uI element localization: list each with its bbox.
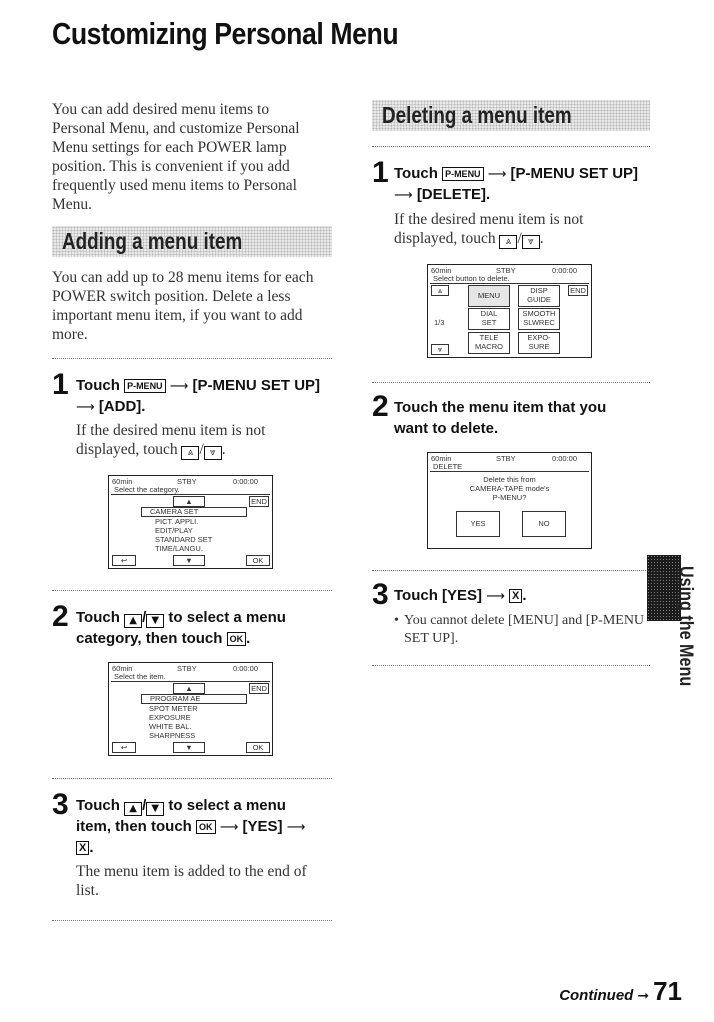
p-menu-key: P-MENU [124, 379, 166, 393]
return-button[interactable]: ↩ [112, 742, 136, 753]
end-button[interactable]: END [249, 683, 269, 694]
menu-item[interactable]: SPOT METER [149, 704, 198, 713]
menu-item[interactable]: STANDARD SET [155, 535, 213, 544]
deleting-step2-text: Touch the menu item that you want to delete. [394, 399, 607, 437]
divider [52, 358, 332, 359]
divider [372, 146, 650, 147]
arrow-right-icon: ⟶ [169, 379, 189, 394]
prompt: Select the category. [114, 485, 180, 494]
menu-item-selected[interactable]: CAMERA SET [141, 507, 247, 517]
battery-status: 60min [431, 454, 452, 463]
scroll-down-button[interactable]: ⩔ [431, 344, 449, 355]
divider [372, 382, 650, 383]
adding-step3-text: Touch ▲ / ▼ to select a menu item, then touch OK ⟶ [YES] ⟶ X . [76, 797, 306, 856]
menu-item[interactable]: TIME/LANGU. [155, 544, 203, 553]
standby-status: STBY [496, 266, 516, 275]
prompt: Select button to delete. [433, 274, 510, 283]
arrow-right-icon: ➞ [637, 988, 650, 1004]
divider [372, 665, 650, 666]
arrow-right-icon: ⟶ [286, 820, 306, 835]
section-tab-label: Using the Menu [675, 566, 696, 687]
step-number: 3 [52, 788, 69, 821]
divider [52, 778, 332, 779]
arrow-right-icon: ⟶ [486, 589, 505, 604]
battery-status: 60min [112, 477, 133, 486]
expo-sure-button[interactable]: EXPO- SURE [518, 332, 560, 354]
continued-label: Continued [559, 987, 634, 1004]
ok-button[interactable]: OK [246, 742, 270, 753]
page-number: 71 [653, 976, 682, 1006]
timecode: 0:00:00 [233, 664, 259, 673]
close-key: X [509, 589, 522, 603]
adding-heading-banner [52, 226, 332, 257]
arrow-right-icon: ⟶ [219, 820, 239, 835]
divider [52, 590, 332, 591]
divider [52, 920, 332, 921]
deleting-heading-banner [372, 100, 650, 131]
arrow-right-icon: ⟶ [76, 400, 95, 415]
menu-item[interactable]: EXPOSURE [149, 713, 191, 722]
scroll-down-icon: ▼ [146, 802, 164, 816]
lcd-screen-delete-confirm [427, 452, 592, 549]
lcd-screen-item [108, 662, 273, 756]
p-menu-key: P-MENU [442, 167, 484, 181]
page-title: Customizing Personal Menu [52, 16, 399, 51]
smooth-slwrec-button[interactable]: SMOOTH SLWREC [518, 308, 560, 330]
divider [372, 570, 650, 571]
scroll-down-icon: ⩔ [522, 235, 540, 249]
dial-set-button[interactable]: DIAL SET [468, 308, 510, 330]
battery-status: 60min [431, 266, 452, 275]
footer [559, 976, 682, 1007]
disp-guide-button[interactable]: DISP GUIDE [518, 285, 560, 307]
menu-item[interactable]: WHITE BAL. [149, 722, 192, 731]
menu-item[interactable]: EDIT/PLAY [155, 526, 193, 535]
close-key: X [76, 841, 89, 855]
adding-step1-text: Touch P-MENU ⟶ [P-MENU SET UP] ⟶ [ADD]. [76, 377, 321, 415]
prompt: Select the item. [114, 672, 166, 681]
step-number: 1 [372, 156, 389, 189]
end-button[interactable]: END [249, 496, 269, 507]
step-number: 1 [52, 368, 69, 401]
lcd-screen-delete-select [427, 264, 592, 358]
return-button[interactable]: ↩ [112, 555, 136, 566]
no-button[interactable]: NO [522, 511, 566, 537]
step-number: 2 [52, 600, 69, 633]
lcd-screen-category [108, 475, 273, 569]
deleting-step1-note: If the desired menu item is not displayed, touch ⩓ / ⩔ . [394, 211, 584, 247]
tele-macro-button[interactable]: TELE MACRO [468, 332, 510, 354]
scroll-up-button[interactable]: ▲ [173, 683, 205, 694]
deleting-step1-text: Touch P-MENU ⟶ [P-MENU SET UP] ⟶ [DELETE]. [394, 165, 639, 203]
menu-item[interactable]: SHARPNESS [149, 731, 196, 740]
arrow-right-icon: ⟶ [487, 167, 507, 182]
adding-step2-text: Touch ▲ / ▼ to select a menu category, then touch OK . [76, 609, 286, 647]
dialog-header: DELETE [433, 462, 463, 471]
adding-heading: Adding a menu item [62, 228, 243, 254]
ok-key: OK [227, 632, 247, 646]
menu-item[interactable]: PICT. APPLI. [155, 517, 199, 526]
timecode: 0:00:00 [552, 454, 578, 463]
scroll-up-button[interactable]: ⩓ [431, 285, 449, 296]
scroll-down-icon: ⩔ [204, 446, 222, 460]
battery-status: 60min [112, 664, 133, 673]
step-number: 3 [372, 578, 389, 611]
scroll-up-icon: ▲ [124, 614, 142, 628]
menu-button[interactable]: MENU [468, 285, 510, 307]
standby-status: STBY [177, 477, 197, 486]
ok-key: OK [196, 820, 216, 834]
adding-step3-note: The menu item is added to the end of list. [76, 863, 307, 899]
end-button[interactable]: END [568, 285, 588, 296]
scroll-up-icon: ⩓ [181, 446, 199, 460]
page-indicator: 1/3 [434, 318, 445, 327]
scroll-up-button[interactable]: ▲ [173, 496, 205, 507]
dialog-message: Delete this from CAMERA-TAPE mode's P-MENU? [469, 475, 550, 502]
timecode: 0:00:00 [552, 266, 578, 275]
scroll-up-icon: ▲ [124, 802, 142, 816]
standby-status: STBY [496, 454, 516, 463]
ok-button[interactable]: OK [246, 555, 270, 566]
yes-button[interactable]: YES [456, 511, 500, 537]
deleting-step3-text: Touch [YES] ⟶ X . [394, 587, 527, 604]
deleting-step3-bullet: • You cannot delete [MENU] and [P-MENU SET UP]. [394, 613, 645, 646]
timecode: 0:00:00 [233, 477, 259, 486]
intro-text: You can add desired menu items to Personal Menu, and customize Personal Menu settings for each POWER lamp position. This is convenient if you add frequently used menu items to Personal Menu. [52, 101, 300, 213]
menu-item-selected[interactable]: PROGRAM AE [141, 694, 247, 704]
scroll-down-icon: ▼ [146, 614, 164, 628]
arrow-right-icon: ⟶ [394, 188, 413, 203]
scroll-down-button[interactable]: ▼ [173, 555, 205, 566]
adding-step1-note: If the desired menu item is not displayed, touch ⩓ / ⩔ . [76, 422, 266, 458]
adding-intro: You can add up to 28 menu items for each POWER switch position. Delete a less important menu item, if you want to add more. [52, 269, 314, 343]
standby-status: STBY [177, 664, 197, 673]
scroll-down-button[interactable]: ▼ [173, 742, 205, 753]
bullet-icon: • [394, 613, 399, 628]
step-number: 2 [372, 390, 389, 423]
scroll-up-icon: ⩓ [499, 235, 517, 249]
deleting-heading: Deleting a menu item [382, 102, 572, 128]
